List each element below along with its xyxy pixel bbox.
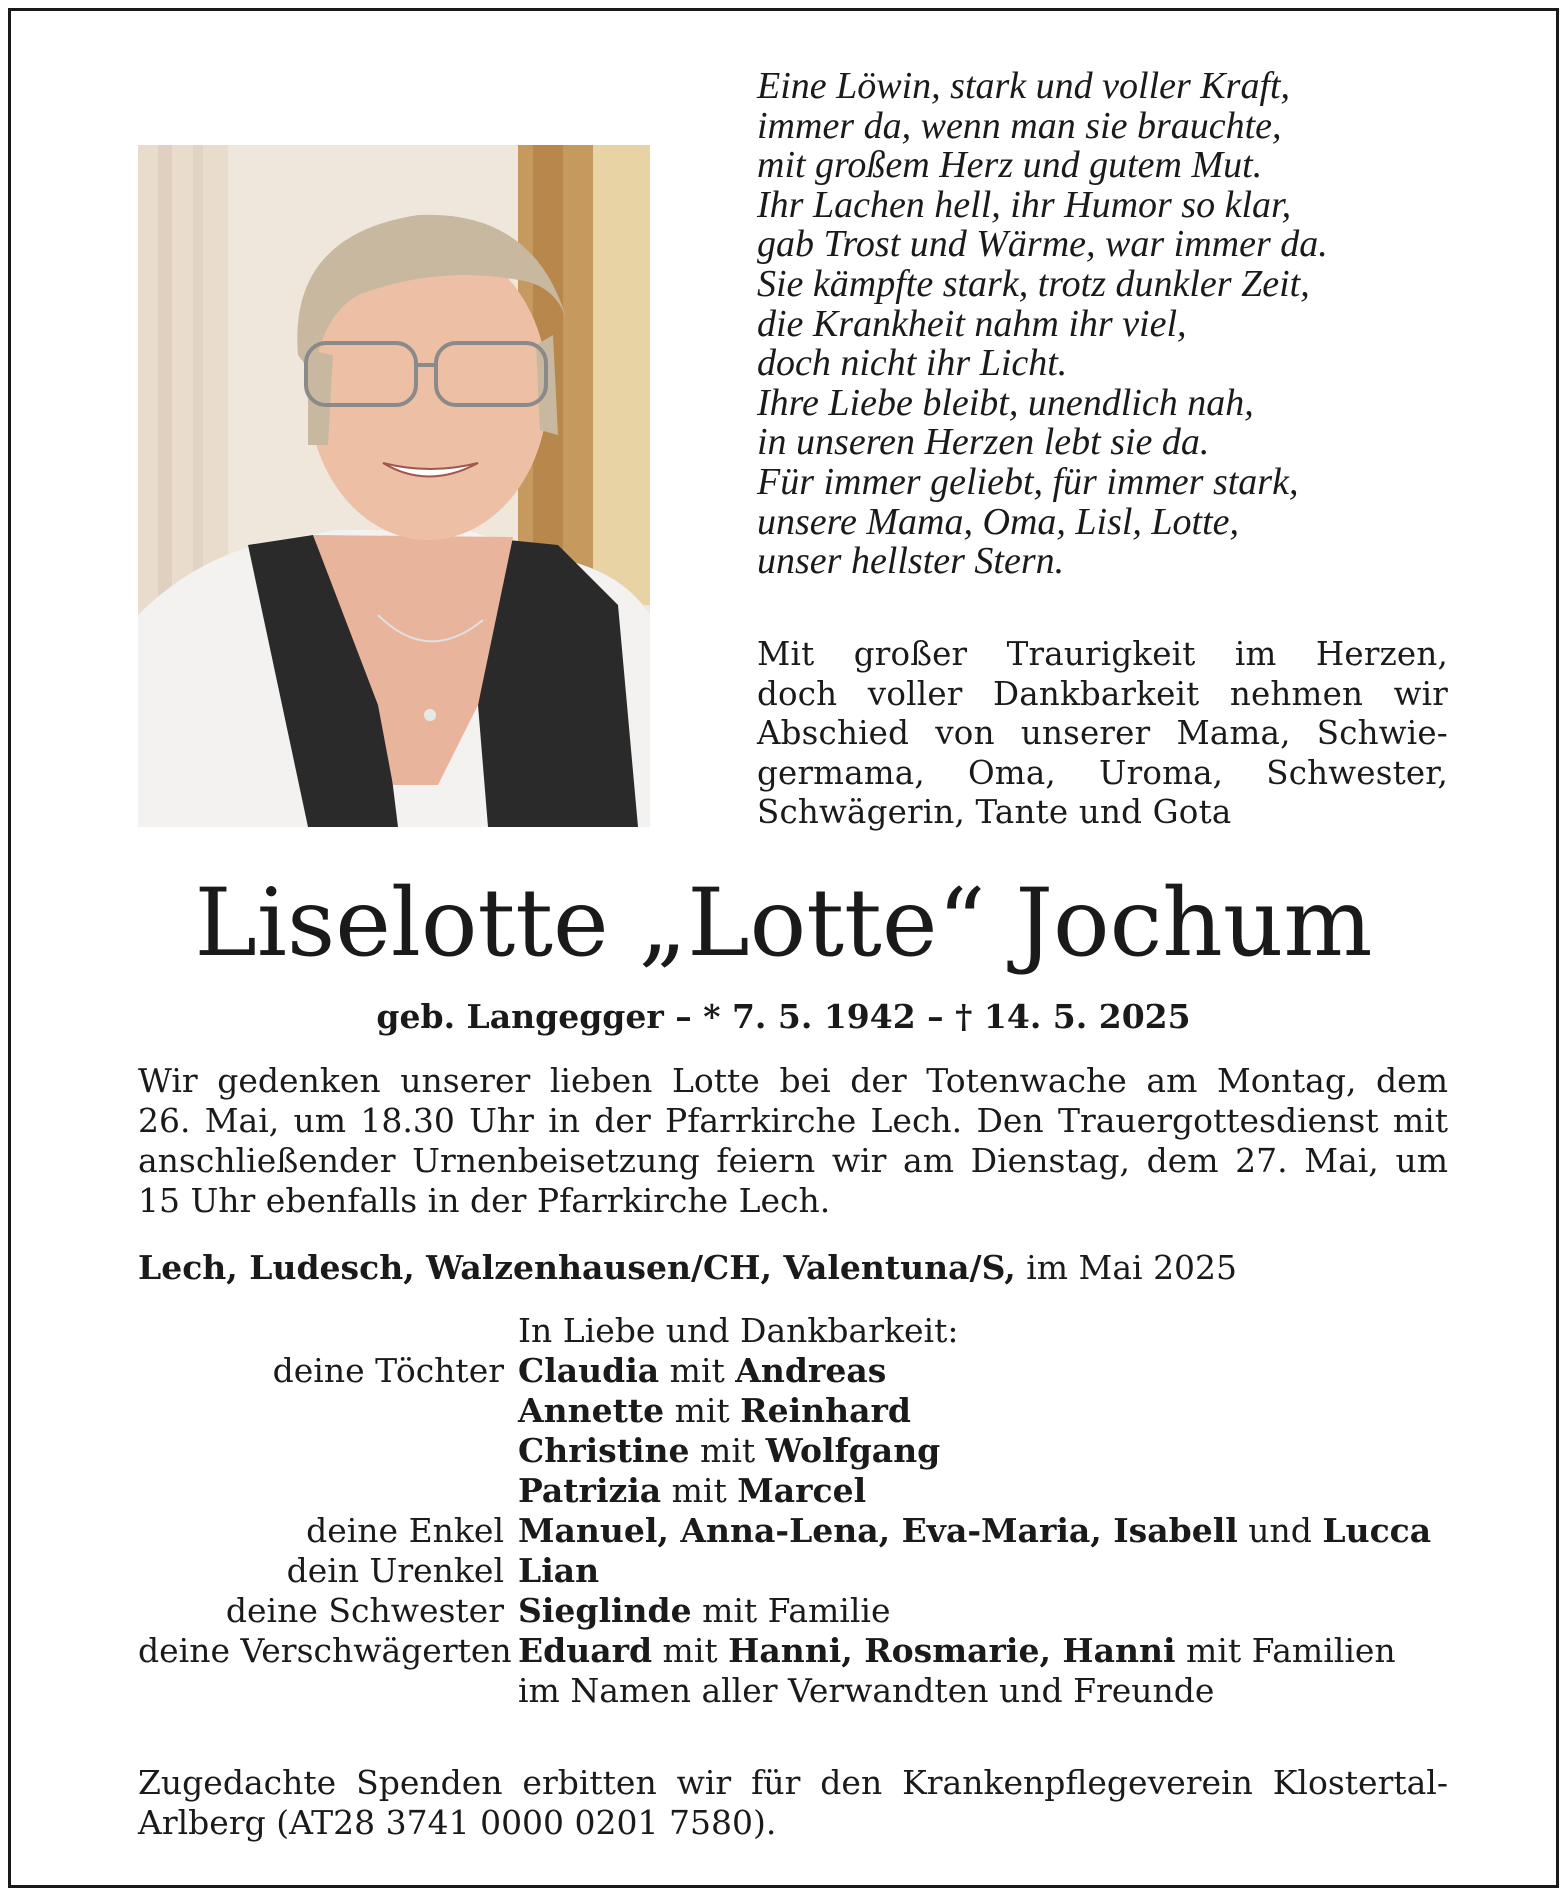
poem-line: mit großem Herz und gutem Mut.: [757, 144, 1263, 187]
mourner-connector: mit Familien: [1175, 1631, 1396, 1670]
mourner-names: [518, 1631, 1448, 1671]
mourner-name: Hanni, Rosmarie, Hanni: [728, 1631, 1176, 1670]
funeral-line: 15 Uhr ebenfalls in der Pfarrkirche Lech.: [138, 1181, 831, 1220]
mourner-names: [518, 1591, 1448, 1631]
donation-line: Arlberg (AT28 3741 0000 0201 7580).: [138, 1803, 777, 1842]
mourner-names: [518, 1471, 1448, 1511]
poem-line: die Krankheit nahm ihr viel,: [757, 302, 1187, 345]
portrait-image: [138, 145, 650, 827]
intro-line: germama, Oma, Uroma, Schwester,: [757, 753, 1448, 792]
funeral-line: Wir gedenken unserer lieben Lotte bei der Totenwache am Montag, dem: [138, 1061, 1448, 1100]
mourners-heading: In Liebe und Dankbarkeit:: [518, 1311, 959, 1350]
mourner-name: Lucca: [1322, 1511, 1432, 1550]
deceased-name: Liselotte „Lotte“ Jochum: [194, 869, 1373, 978]
mourner-role: deine Enkel: [306, 1511, 504, 1550]
mourner-name: Manuel, Anna-Lena, Eva-Maria, Isabell: [518, 1511, 1238, 1550]
mourner-role: [138, 1671, 518, 1711]
poem-line: gab Trost und Wärme, war immer da.: [757, 223, 1328, 266]
mourner-name: Andreas: [735, 1351, 887, 1390]
birth-death-dates: geb. Langegger – * 7. 5. 1942 – † 14. 5. 2025: [376, 997, 1191, 1036]
mourner-name: Sieglinde: [518, 1591, 692, 1630]
mourner-connector: mit: [664, 1391, 741, 1430]
funeral-line: 26. Mai, um 18.30 Uhr in der Pfarrkirche Lech. Den Trauergottesdienst mit: [138, 1101, 1448, 1140]
mourner-name: Patrizia: [518, 1471, 662, 1510]
mourner-role: dein Urenkel: [286, 1551, 504, 1590]
mourner-names: [518, 1431, 1448, 1471]
poem-line: Eine Löwin, stark und voller Kraft,: [757, 65, 1291, 107]
intro-line: doch voller Dankbarkeit nehmen wir: [757, 674, 1448, 713]
mourners-heading-row: [138, 1311, 1448, 1351]
poem: [757, 67, 1457, 582]
place-date-line: [138, 1246, 1237, 1290]
mourner-row: [138, 1391, 1448, 1431]
funeral-line: anschließender Urnenbeisetzung feiern wir am Dienstag, dem 27. Mai, um: [138, 1141, 1448, 1180]
notice-date: im Mai 2025: [1026, 1248, 1238, 1287]
intro-line: Abschied von unserer Mama, Schwie-: [757, 714, 1448, 753]
poem-line: immer da, wenn man sie brauchte,: [757, 104, 1282, 147]
mourner-row: [138, 1431, 1448, 1471]
mourner-connector: mit: [659, 1351, 736, 1390]
mourner-row: [138, 1471, 1448, 1511]
mourner-row: [138, 1671, 1448, 1711]
mourner-names: [518, 1511, 1448, 1551]
mourner-connector: mit: [689, 1431, 766, 1470]
mourner-connector: mit: [652, 1631, 729, 1670]
mourner-name: Eduard: [518, 1631, 653, 1670]
mourner-names: [518, 1351, 1448, 1391]
mourners-list: [138, 1311, 1448, 1711]
mourner-name: Marcel: [737, 1471, 867, 1510]
intro-line: Mit großer Traurigkeit im Herzen,: [757, 635, 1448, 673]
poem-line: Ihr Lachen hell, ihr Humor so klar,: [757, 183, 1292, 226]
intro-line: Schwägerin, Tante und Gota: [757, 793, 1232, 832]
mourner-name: Claudia: [518, 1351, 660, 1390]
mourner-names: [518, 1671, 1448, 1711]
mourner-role: deine Schwester: [225, 1591, 504, 1630]
mourner-role: deine Töchter: [272, 1351, 504, 1390]
poem-line: Ihre Liebe bleibt, unendlich nah,: [757, 381, 1254, 424]
mourner-names: [518, 1551, 1448, 1591]
obituary-notice: [8, 8, 1559, 1888]
mourner-name: Christine: [518, 1431, 690, 1470]
mourner-connector: mit Familie: [691, 1591, 891, 1630]
portrait-photo: [138, 145, 650, 827]
mourner-row: [138, 1551, 1448, 1591]
mourner-role: deine Verschwägerten: [138, 1631, 512, 1670]
mourner-connector: mit: [661, 1471, 738, 1510]
mourner-role: [138, 1471, 518, 1511]
donation-line: Zugedachte Spenden erbitten wir für den Krankenpflegeverein Klostertal-: [138, 1763, 1448, 1802]
mourner-row: [138, 1351, 1448, 1391]
mourner-name: Reinhard: [740, 1391, 911, 1430]
poem-line: unser hellster Stern.: [757, 540, 1065, 583]
mourner-connector: und: [1237, 1511, 1323, 1550]
mourner-connector: im Namen aller Verwandten und Freunde: [518, 1671, 1215, 1710]
funeral-announcement: [138, 1061, 1448, 1221]
mourner-name: Lian: [518, 1551, 600, 1590]
mourner-row: [138, 1511, 1448, 1551]
donation-request: [138, 1763, 1448, 1843]
poem-line: Für immer geliebt, für immer stark,: [757, 460, 1299, 503]
poem-line: unsere Mama, Oma, Lisl, Lotte,: [757, 500, 1240, 543]
poem-line: doch nicht ihr Licht.: [757, 342, 1068, 385]
places-list: Lech, Ludesch, Walzenhausen/CH, Valentuna/S,: [138, 1248, 1016, 1287]
mourner-role: [138, 1391, 518, 1431]
mourner-row: [138, 1591, 1448, 1631]
poem-line: Sie kämpfte stark, trotz dunkler Zeit,: [757, 262, 1310, 305]
mourner-name: Wolfgang: [765, 1431, 941, 1470]
mourner-names: [518, 1391, 1448, 1431]
mourner-role: [138, 1431, 518, 1471]
poem-line: in unseren Herzen lebt sie da.: [757, 421, 1210, 464]
mourner-name: Annette: [518, 1391, 665, 1430]
mourner-row: [138, 1631, 1448, 1671]
intro-paragraph: [757, 635, 1448, 833]
